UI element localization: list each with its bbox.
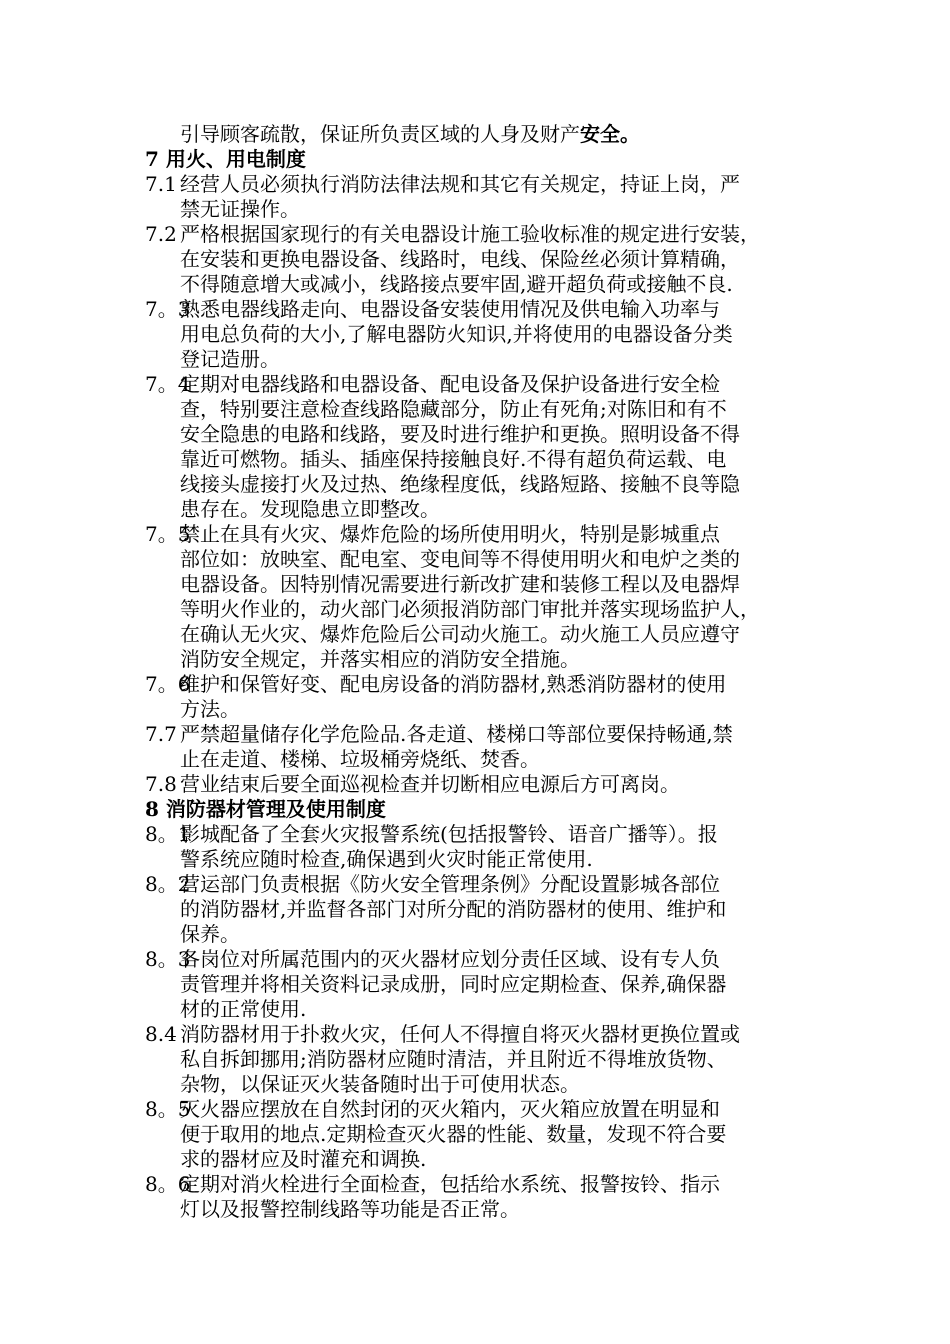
clause-8-6	[145, 1172, 825, 1222]
clause-line: 经营人员必须执行消防法律法规和其它有关规定，持证上岗，严	[180, 172, 740, 196]
clause-line: 消防安全规定，并落实相应的消防安全措施。	[180, 647, 580, 671]
clause-line: 的消防器材,并监督各部门对所分配的消防器材的使用、维护和	[180, 897, 727, 921]
clause-number: 7。6	[145, 672, 191, 696]
clause-line: 患存在。发现隐患立即整改。	[180, 497, 440, 521]
clause-line: 灭火器应摆放在自然封闭的灭火箱内，灭火箱应放置在明显和	[180, 1097, 720, 1121]
clause-7-6	[145, 672, 825, 722]
clause-7-5	[145, 522, 825, 672]
clause-line: 止在走道、楼梯、垃圾桶旁烧纸、焚香。	[180, 747, 540, 771]
clause-line: 禁止在具有火灾、爆炸危险的场所使用明火，特别是影城重点	[180, 522, 720, 546]
clause-line: 严禁超量储存化学危险品.各走道、楼梯口等部位要保持畅通,禁	[180, 722, 733, 746]
clause-line: 查，特别要注意检查线路隐藏部分，防止有死角;对陈旧和有不	[180, 397, 727, 421]
clause-line: 登记造册。	[180, 347, 280, 371]
clause-line: 靠近可燃物。插头、插座保持接触良好.不得有超负荷运载、电	[180, 447, 727, 471]
intro-text: 引导顾客疏散，保证所负责区域的人身及财产	[180, 122, 580, 146]
clause-line: 等明火作业的，动火部门必须报消防部门审批并落实现场监护人，	[180, 597, 760, 621]
clause-number: 7。4	[145, 372, 191, 396]
clause-line: 灯以及报警控制线路等功能是否正常。	[180, 1197, 520, 1221]
clause-line: 部位如：放映室、配电室、变电间等不得使用明火和电炉之类的	[180, 547, 740, 571]
clause-number: 8。3	[145, 947, 191, 971]
clause-line: 定期对消火栓进行全面检查，包括给水系统、报警按铃、指示	[180, 1172, 720, 1196]
clause-number: 7.1	[145, 172, 177, 196]
clause-8-5	[145, 1097, 825, 1172]
clause-7-2	[145, 222, 825, 297]
clause-8-4	[145, 1022, 825, 1097]
clause-number: 7。3	[145, 297, 191, 321]
clause-line: 安全隐患的电路和线路，要及时进行维护和更换。照明设备不得	[180, 422, 740, 446]
clause-line: 私自拆卸挪用;消防器材应随时清洁，并且附近不得堆放货物、	[180, 1047, 727, 1071]
clause-number: 8。5	[145, 1097, 191, 1121]
clause-line: 警系统应随时检查,确保遇到火灾时能正常使用.	[180, 847, 593, 871]
clause-line: 线接头虚接打火及过热、绝缘程度低，线路短路、接触不良等隐	[180, 472, 740, 496]
clause-8-1	[145, 822, 825, 872]
clause-line: 在确认无火灾、爆炸危险后公司动火施工。动火施工人员应遵守	[180, 622, 740, 646]
clause-7-4	[145, 372, 825, 522]
clause-line: 便于取用的地点.定期检查灭火器的性能、数量，发现不符合要	[180, 1122, 727, 1146]
clause-line: 不得随意增大或减小，线路接点要牢固,避开超负荷或接触不良.	[180, 272, 733, 296]
clause-number: 8。1	[145, 822, 191, 846]
intro-line	[180, 122, 820, 147]
section-heading-8: 8 消防器材管理及使用制度	[145, 797, 386, 821]
clause-7-7	[145, 722, 825, 772]
clause-number: 8.4	[145, 1022, 177, 1046]
clause-number: 7.2	[145, 222, 177, 246]
clause-line: 保养。	[180, 922, 240, 946]
clause-number: 7。5	[145, 522, 191, 546]
clause-number: 7.8	[145, 772, 177, 796]
clause-line: 用电总负荷的大小,了解电器防火知识,并将使用的电器设备分类	[180, 322, 733, 346]
clause-line: 熟悉电器线路走向、电器设备安装使用情况及供电输入功率与	[180, 297, 720, 321]
clause-number: 8。2	[145, 872, 191, 896]
clause-8-3	[145, 947, 825, 1022]
clause-line: 营业结束后要全面巡视检查并切断相应电源后方可离岗。	[180, 772, 680, 796]
clause-8-2	[145, 872, 825, 947]
clause-line: 电器设备。因特别情况需要进行新改扩建和装修工程以及电器焊	[180, 572, 740, 596]
clause-7-8	[145, 772, 825, 797]
clause-line: 严格根据国家现行的有关电器设计施工验收标准的规定进行安装，	[180, 222, 760, 246]
clause-7-1	[145, 172, 825, 222]
clause-line: 方法。	[180, 697, 240, 721]
clause-line: 在安装和更换电器设备、线路时，电线、保险丝必须计算精确，	[180, 247, 740, 271]
clause-line: 维护和保管好变、配电房设备的消防器材,熟悉消防器材的使用	[180, 672, 727, 696]
clause-line: 禁无证操作。	[180, 197, 300, 221]
clause-line: 影城配备了全套火灾报警系统(包括报警铃、语音广播等）。报	[180, 822, 718, 846]
intro-bold-text: 安全。	[580, 122, 640, 146]
clause-line: 营运部门负责根据《防火安全管理条例》分配设置影城各部位	[180, 872, 720, 896]
clause-line: 消防器材用于扑救火灾，任何人不得擅自将灭火器材更换位置或	[180, 1022, 740, 1046]
clause-line: 求的器材应及时灌充和调换.	[180, 1147, 427, 1171]
clause-line: 定期对电器线路和电器设备、配电设备及保护设备进行安全检	[180, 372, 720, 396]
clause-line: 责管理并将相关资料记录成册，同时应定期检查、保养,确保器	[180, 972, 727, 996]
clause-number: 8。6	[145, 1172, 191, 1196]
clause-line: 各岗位对所属范围内的灭火器材应划分责任区域、设有专人负	[180, 947, 720, 971]
clause-line: 材的正常使用.	[180, 997, 307, 1021]
clause-7-3	[145, 297, 825, 372]
section-heading-7: 7 用火、用电制度	[145, 147, 306, 171]
clause-line: 杂物，以保证灭火装备随时出于可使用状态。	[180, 1072, 580, 1096]
clause-number: 7.7	[145, 722, 177, 746]
